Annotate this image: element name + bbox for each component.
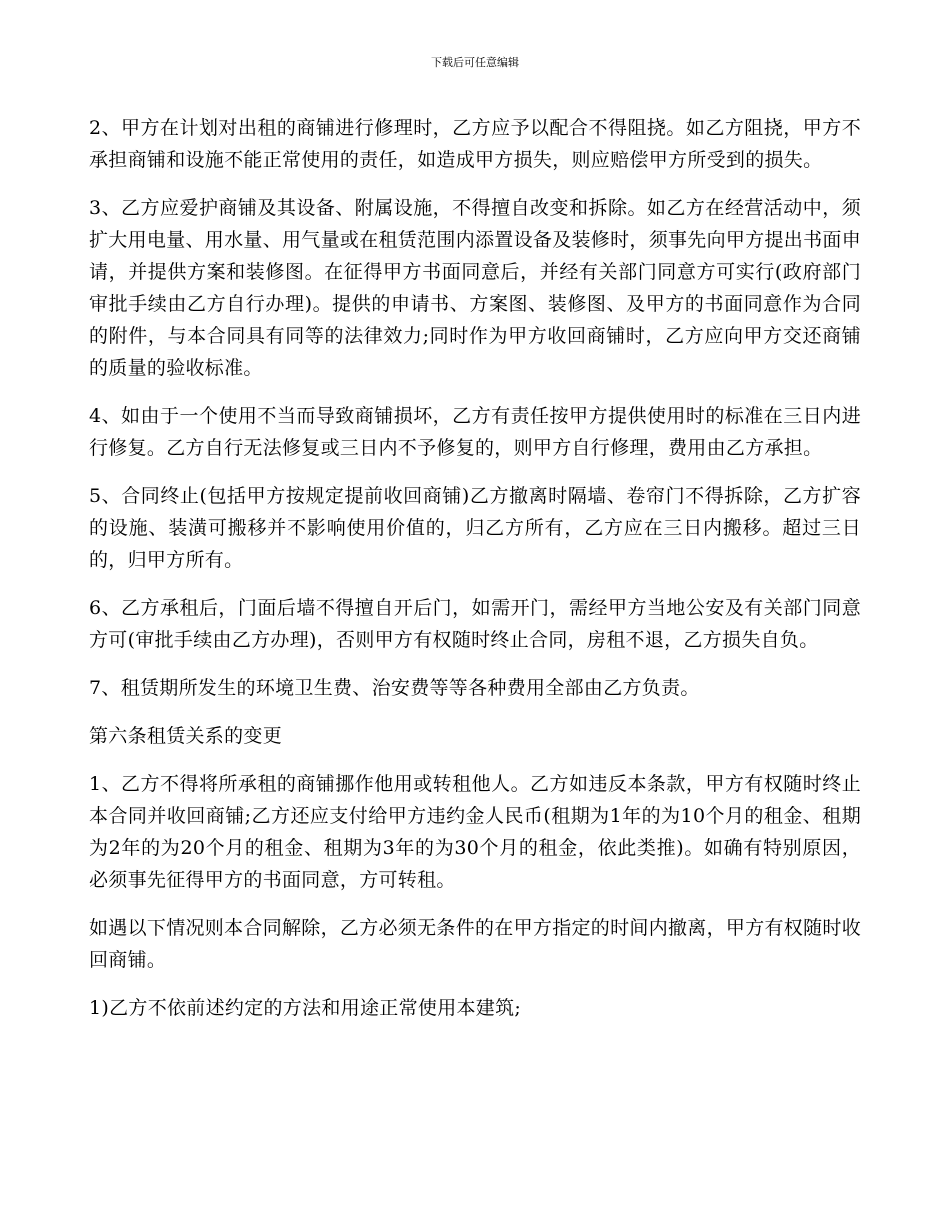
clause-paragraph: 6、乙方承租后，门面后墙不得擅自开后门，如需开门，需经甲方当地公安及有关部门同意方可(审批手续由乙方办理)，否则甲方有权随时终止合同，房租不退，乙方损失自负。 (89, 597, 861, 651)
clause-paragraph: 1、乙方不得将所承租的商铺挪作他用或转租他人。乙方如违反本条款，甲方有权随时终止本合同并收回商铺;乙方还应支付给甲方违约金人民币(租期为1年的为10个月的租金、租期为2年的为20个月的租金、租期为3年的为30个月的租金，依此类推)。如确有特别原因，必须事先征得甲方的书面同意，方可转租。 (89, 773, 861, 891)
clause-paragraph: 如遇以下情况则本合同解除，乙方必须无条件的在甲方指定的时间内撤离，甲方有权随时收回商铺。 (89, 917, 862, 971)
clause-paragraph: 3、乙方应爱护商铺及其设备、附属设施，不得擅自改变和拆除。如乙方在经营活动中，须扩大用电量、用水量、用气量或在租赁范围内添置设备及装修时，须事先向甲方提出书面申请，并提供方案和装修图。在征得甲方书面同意后，并经有关部门同意方可实行(政府部门审批手续由乙方自行办理)。提供的申请书、方案图、装修图、及甲方的书面同意作为合同的附件，与本合同具有同等的法律效力;同时作为甲方收回商铺时，乙方应向甲方交还商铺的质量的验收标准。 (89, 197, 862, 379)
list-item: 1)乙方不依前述约定的方法和用途正常使用本建筑; (89, 997, 522, 1019)
section-heading: 第六条租赁关系的变更 (89, 725, 283, 747)
clause-paragraph: 5、合同终止(包括甲方按规定提前收回商铺)乙方撤离时隔墙、卷帘门不得拆除，乙方扩容的设施、装潢可搬移并不影响使用价值的，归乙方所有，乙方应在三日内搬移。超过三日的，归甲方所有。 (89, 485, 861, 571)
page-header: 下载后可任意编辑 (431, 56, 519, 69)
clause-paragraph: 2、甲方在计划对出租的商铺进行修理时，乙方应予以配合不得阻挠。如乙方阻挠，甲方不承担商铺和设施不能正常使用的责任，如造成甲方损失，则应赔偿甲方所受到的损失。 (89, 117, 861, 171)
document-body (89, 112, 861, 1040)
clause-paragraph: 4、如由于一个使用不当而导致商铺损坏，乙方有责任按甲方提供使用时的标准在三日内进行修复。乙方自行无法修复或三日内不予修复的，则甲方自行修理，费用由乙方承担。 (89, 405, 861, 459)
clause-paragraph: 7、租赁期所发生的环境卫生费、治安费等等各种费用全部由乙方负责。 (89, 677, 700, 699)
